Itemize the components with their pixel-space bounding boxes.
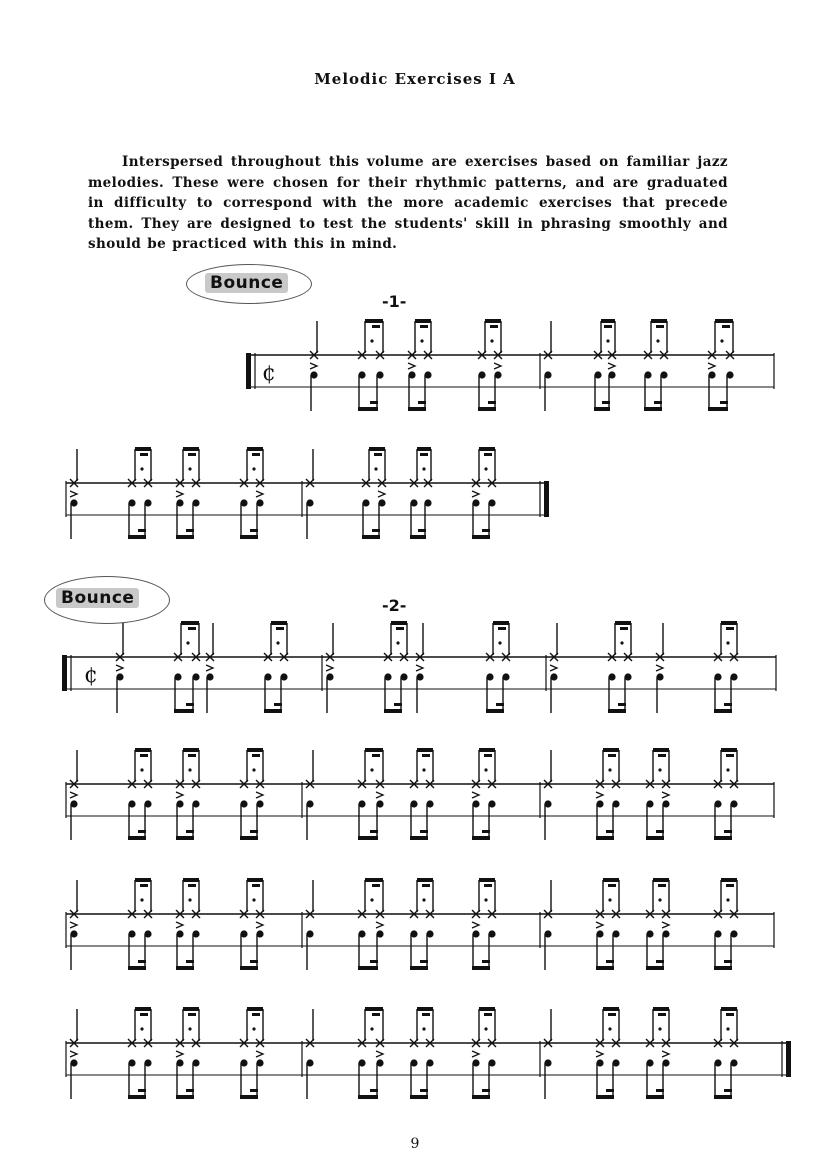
augmentation-dot bbox=[396, 641, 399, 644]
beam-upper bbox=[493, 621, 509, 625]
beam-lower bbox=[478, 407, 496, 411]
accent-mark bbox=[70, 1051, 77, 1057]
beam-upper bbox=[479, 878, 495, 882]
beam-lower bbox=[708, 407, 728, 411]
time-signature: ¢ bbox=[84, 663, 98, 688]
accent-mark bbox=[656, 665, 663, 671]
augmentation-dot bbox=[608, 768, 611, 771]
beam-flag bbox=[370, 401, 378, 404]
accent-mark bbox=[70, 922, 77, 928]
beam-flag bbox=[372, 754, 380, 757]
beam-lower bbox=[176, 1095, 194, 1099]
accent-mark bbox=[176, 792, 183, 798]
beam-flag bbox=[372, 1013, 380, 1016]
accent-mark bbox=[596, 922, 603, 928]
beam-flag bbox=[604, 325, 612, 328]
accent-mark bbox=[256, 1051, 263, 1057]
beam-lower bbox=[358, 1095, 378, 1099]
beam-lower bbox=[240, 1095, 258, 1099]
accent-mark bbox=[550, 665, 557, 671]
accent-mark bbox=[662, 1051, 669, 1057]
beam-upper bbox=[247, 878, 263, 882]
accent-mark bbox=[310, 363, 317, 369]
beam-flag bbox=[188, 453, 196, 456]
beam-flag bbox=[724, 830, 732, 833]
beam-lower bbox=[358, 966, 378, 970]
beam-flag bbox=[482, 960, 490, 963]
thick-barline bbox=[544, 481, 549, 517]
augmentation-dot bbox=[484, 768, 487, 771]
beam-upper bbox=[603, 878, 619, 882]
beam-flag bbox=[420, 960, 428, 963]
beam-flag bbox=[138, 529, 146, 532]
beam-flag bbox=[420, 325, 428, 328]
beam-upper bbox=[183, 878, 199, 882]
beam-flag bbox=[138, 960, 146, 963]
augmentation-dot bbox=[252, 768, 255, 771]
beam-flag bbox=[602, 401, 610, 404]
beam-upper bbox=[715, 319, 733, 323]
beam-lower bbox=[596, 1095, 614, 1099]
exercise-number-2: -2- bbox=[382, 596, 407, 615]
augmentation-dot bbox=[620, 641, 623, 644]
beam-flag bbox=[658, 754, 666, 757]
beam-upper bbox=[653, 878, 669, 882]
augmentation-dot bbox=[188, 467, 191, 470]
beam-upper bbox=[391, 621, 407, 625]
beam-upper bbox=[479, 447, 495, 451]
beam-upper bbox=[603, 1007, 619, 1011]
beam-flag bbox=[140, 754, 148, 757]
augmentation-dot bbox=[658, 768, 661, 771]
beam-flag bbox=[188, 754, 196, 757]
exercise-number-1: -1- bbox=[382, 292, 407, 311]
beam-flag bbox=[372, 884, 380, 887]
beam-flag bbox=[658, 884, 666, 887]
accent-mark bbox=[494, 363, 501, 369]
accent-mark bbox=[256, 491, 263, 497]
accent-mark bbox=[408, 363, 415, 369]
beam-flag bbox=[482, 830, 490, 833]
beam-flag bbox=[188, 884, 196, 887]
beam-flag bbox=[418, 401, 426, 404]
accent-mark bbox=[376, 922, 383, 928]
beam-flag bbox=[484, 1013, 492, 1016]
beam-flag bbox=[654, 401, 662, 404]
beam-upper bbox=[183, 447, 199, 451]
beam-flag bbox=[370, 1089, 378, 1092]
beam-flag bbox=[606, 830, 614, 833]
accent-mark bbox=[596, 1051, 603, 1057]
beam-flag bbox=[484, 453, 492, 456]
beam-lower bbox=[608, 709, 626, 713]
beam-lower bbox=[362, 535, 380, 539]
page-number: 9 bbox=[410, 1136, 420, 1152]
beam-flag bbox=[276, 627, 284, 630]
beam-flag bbox=[188, 1013, 196, 1016]
beam-flag bbox=[422, 1013, 430, 1016]
augmentation-dot bbox=[370, 898, 373, 901]
beam-lower bbox=[176, 836, 194, 840]
accent-mark bbox=[378, 491, 385, 497]
beam-flag bbox=[252, 1013, 260, 1016]
beam-flag bbox=[496, 703, 504, 706]
beam-flag bbox=[140, 453, 148, 456]
beam-lower bbox=[176, 966, 194, 970]
beam-upper bbox=[183, 1007, 199, 1011]
beam-flag bbox=[396, 627, 404, 630]
beam-flag bbox=[418, 529, 426, 532]
augmentation-dot bbox=[252, 1027, 255, 1030]
accent-mark bbox=[70, 792, 77, 798]
beam-flag bbox=[606, 960, 614, 963]
augmentation-dot bbox=[188, 898, 191, 901]
beam-flag bbox=[140, 1013, 148, 1016]
accent-mark bbox=[416, 665, 423, 671]
beam-flag bbox=[608, 754, 616, 757]
beam-lower bbox=[410, 836, 428, 840]
beam-flag bbox=[250, 1089, 258, 1092]
beam-upper bbox=[721, 878, 737, 882]
augmentation-dot bbox=[420, 339, 423, 342]
beam-flag bbox=[372, 529, 380, 532]
beam-upper bbox=[721, 748, 737, 752]
beam-flag bbox=[608, 884, 616, 887]
beam-flag bbox=[370, 960, 378, 963]
beam-flag bbox=[482, 1089, 490, 1092]
beam-flag bbox=[658, 1013, 666, 1016]
beam-lower bbox=[240, 836, 258, 840]
augmentation-dot bbox=[726, 768, 729, 771]
beam-flag bbox=[420, 1089, 428, 1092]
beam-upper bbox=[479, 1007, 495, 1011]
beam-flag bbox=[422, 754, 430, 757]
beam-flag bbox=[620, 627, 628, 630]
augmentation-dot bbox=[658, 1027, 661, 1030]
beam-lower bbox=[486, 709, 504, 713]
beam-lower bbox=[240, 966, 258, 970]
beam-lower bbox=[714, 836, 732, 840]
beam-flag bbox=[656, 960, 664, 963]
beam-lower bbox=[176, 535, 194, 539]
beam-upper bbox=[721, 621, 737, 625]
beam-flag bbox=[726, 884, 734, 887]
beam-upper bbox=[651, 319, 667, 323]
beam-flag bbox=[394, 703, 402, 706]
augmentation-dot bbox=[186, 641, 189, 644]
beam-flag bbox=[370, 830, 378, 833]
beam-flag bbox=[250, 529, 258, 532]
beam-lower bbox=[646, 836, 664, 840]
beam-upper bbox=[653, 748, 669, 752]
beam-upper bbox=[485, 319, 501, 323]
accent-mark bbox=[176, 491, 183, 497]
augmentation-dot bbox=[370, 768, 373, 771]
augmentation-dot bbox=[370, 1027, 373, 1030]
beam-lower bbox=[646, 1095, 664, 1099]
beam-upper bbox=[135, 748, 151, 752]
beam-lower bbox=[410, 1095, 428, 1099]
accent-mark bbox=[256, 792, 263, 798]
beam-upper bbox=[247, 1007, 263, 1011]
augmentation-dot bbox=[140, 1027, 143, 1030]
beam-upper bbox=[135, 878, 151, 882]
beam-lower bbox=[596, 966, 614, 970]
beam-lower bbox=[128, 966, 146, 970]
beam-flag bbox=[726, 754, 734, 757]
accent-mark bbox=[176, 922, 183, 928]
beam-upper bbox=[365, 748, 383, 752]
beam-lower bbox=[358, 407, 378, 411]
beam-upper bbox=[271, 621, 287, 625]
augmentation-dot bbox=[140, 467, 143, 470]
beam-flag bbox=[252, 754, 260, 757]
accent-mark bbox=[116, 665, 123, 671]
beam-upper bbox=[365, 319, 383, 323]
augmentation-dot bbox=[490, 339, 493, 342]
augmentation-dot bbox=[370, 339, 373, 342]
accent-mark bbox=[326, 665, 333, 671]
beam-flag bbox=[608, 1013, 616, 1016]
beam-lower bbox=[714, 1095, 732, 1099]
beam-lower bbox=[128, 1095, 146, 1099]
augmentation-dot bbox=[188, 768, 191, 771]
augmentation-dot bbox=[276, 641, 279, 644]
beam-lower bbox=[646, 966, 664, 970]
augmentation-dot bbox=[252, 467, 255, 470]
beam-upper bbox=[415, 319, 431, 323]
beam-upper bbox=[365, 1007, 383, 1011]
beam-upper bbox=[183, 748, 199, 752]
beam-flag bbox=[372, 325, 380, 328]
augmentation-dot bbox=[252, 898, 255, 901]
beam-flag bbox=[422, 884, 430, 887]
augmentation-dot bbox=[608, 898, 611, 901]
beam-flag bbox=[490, 325, 498, 328]
beam-upper bbox=[247, 447, 263, 451]
augmentation-dot bbox=[726, 641, 729, 644]
time-signature: ¢ bbox=[262, 361, 276, 386]
beam-upper bbox=[479, 748, 495, 752]
beam-lower bbox=[596, 836, 614, 840]
beam-lower bbox=[472, 535, 490, 539]
augmentation-dot bbox=[140, 898, 143, 901]
beam-flag bbox=[250, 960, 258, 963]
beam-flag bbox=[722, 325, 730, 328]
beam-upper bbox=[181, 621, 199, 625]
accent-mark bbox=[376, 1051, 383, 1057]
beam-lower bbox=[410, 535, 426, 539]
beam-flag bbox=[482, 529, 490, 532]
beam-upper bbox=[135, 1007, 151, 1011]
accent-mark bbox=[206, 665, 213, 671]
beam-lower bbox=[128, 535, 146, 539]
augmentation-dot bbox=[374, 467, 377, 470]
page-title: Melodic Exercises I A bbox=[314, 70, 516, 88]
accent-mark bbox=[472, 792, 479, 798]
thick-barline bbox=[246, 353, 251, 389]
beam-lower bbox=[714, 966, 732, 970]
beam-lower bbox=[714, 709, 732, 713]
beam-flag bbox=[252, 884, 260, 887]
augmentation-dot bbox=[726, 898, 729, 901]
accent-mark bbox=[596, 792, 603, 798]
augmentation-dot bbox=[484, 1027, 487, 1030]
beam-lower bbox=[264, 709, 282, 713]
beam-flag bbox=[656, 830, 664, 833]
beam-upper bbox=[603, 748, 619, 752]
beam-upper bbox=[369, 447, 385, 451]
beam-lower bbox=[644, 407, 662, 411]
beam-upper bbox=[417, 748, 433, 752]
intro-text: Interspersed throughout this volume are exercises based on familiar jazz melodies. These were chosen for their rhythmic patterns, and are graduated in difficulty to correspond with the more academic exercises that precede them. They are designed to test the students' skill in phrasing smoothly and should be practiced with this in mind. bbox=[88, 154, 728, 252]
beam-lower bbox=[408, 407, 426, 411]
beam-flag bbox=[140, 884, 148, 887]
beam-upper bbox=[417, 878, 433, 882]
beam-lower bbox=[240, 535, 258, 539]
beam-upper bbox=[653, 1007, 669, 1011]
augmentation-dot bbox=[422, 768, 425, 771]
beam-lower bbox=[472, 966, 490, 970]
beam-lower bbox=[174, 709, 194, 713]
beam-upper bbox=[135, 447, 151, 451]
beam-flag bbox=[420, 453, 428, 456]
accent-mark bbox=[608, 363, 615, 369]
augmentation-dot bbox=[484, 467, 487, 470]
beam-flag bbox=[250, 830, 258, 833]
augmentation-dot bbox=[422, 467, 425, 470]
beam-flag bbox=[188, 627, 196, 630]
beam-flag bbox=[484, 754, 492, 757]
accent-mark bbox=[662, 792, 669, 798]
tempo-label-1: Bounce bbox=[205, 273, 288, 293]
beam-flag bbox=[374, 453, 382, 456]
beam-flag bbox=[726, 1013, 734, 1016]
accent-mark bbox=[472, 491, 479, 497]
beam-flag bbox=[138, 1089, 146, 1092]
augmentation-dot bbox=[720, 339, 723, 342]
beam-flag bbox=[720, 401, 728, 404]
beam-flag bbox=[138, 830, 146, 833]
tempo-label-2: Bounce bbox=[56, 588, 139, 608]
beam-lower bbox=[472, 1095, 490, 1099]
beam-flag bbox=[656, 1089, 664, 1092]
augmentation-dot bbox=[484, 898, 487, 901]
beam-flag bbox=[724, 703, 732, 706]
augmentation-dot bbox=[726, 1027, 729, 1030]
augmentation-dot bbox=[422, 898, 425, 901]
beam-flag bbox=[606, 1089, 614, 1092]
beam-upper bbox=[247, 748, 263, 752]
beam-lower bbox=[410, 966, 428, 970]
augmentation-dot bbox=[140, 768, 143, 771]
beam-lower bbox=[358, 836, 378, 840]
beam-upper bbox=[365, 878, 383, 882]
beam-flag bbox=[186, 830, 194, 833]
augmentation-dot bbox=[656, 339, 659, 342]
beam-flag bbox=[186, 703, 194, 706]
beam-flag bbox=[618, 703, 626, 706]
augmentation-dot bbox=[606, 339, 609, 342]
accent-mark bbox=[376, 792, 383, 798]
thick-barline bbox=[62, 655, 67, 691]
augmentation-dot bbox=[422, 1027, 425, 1030]
beam-flag bbox=[484, 884, 492, 887]
beam-flag bbox=[186, 960, 194, 963]
beam-flag bbox=[186, 529, 194, 532]
beam-flag bbox=[252, 453, 260, 456]
beam-flag bbox=[656, 325, 664, 328]
augmentation-dot bbox=[498, 641, 501, 644]
accent-mark bbox=[256, 922, 263, 928]
accent-mark bbox=[176, 1051, 183, 1057]
beam-upper bbox=[417, 447, 431, 451]
beam-flag bbox=[420, 830, 428, 833]
beam-lower bbox=[128, 836, 146, 840]
augmentation-dot bbox=[608, 1027, 611, 1030]
beam-lower bbox=[472, 836, 490, 840]
beam-flag bbox=[186, 1089, 194, 1092]
beam-flag bbox=[724, 1089, 732, 1092]
accent-mark bbox=[662, 922, 669, 928]
accent-mark bbox=[472, 1051, 479, 1057]
beam-upper bbox=[601, 319, 615, 323]
beam-flag bbox=[498, 627, 506, 630]
beam-upper bbox=[615, 621, 631, 625]
beam-flag bbox=[488, 401, 496, 404]
accent-mark bbox=[472, 922, 479, 928]
beam-flag bbox=[274, 703, 282, 706]
accent-mark bbox=[708, 363, 715, 369]
beam-upper bbox=[417, 1007, 433, 1011]
beam-lower bbox=[594, 407, 610, 411]
augmentation-dot bbox=[188, 1027, 191, 1030]
accent-mark bbox=[70, 491, 77, 497]
beam-lower bbox=[384, 709, 402, 713]
beam-flag bbox=[724, 960, 732, 963]
beam-flag bbox=[726, 627, 734, 630]
beam-upper bbox=[721, 1007, 737, 1011]
thick-barline bbox=[786, 1041, 791, 1077]
augmentation-dot bbox=[658, 898, 661, 901]
